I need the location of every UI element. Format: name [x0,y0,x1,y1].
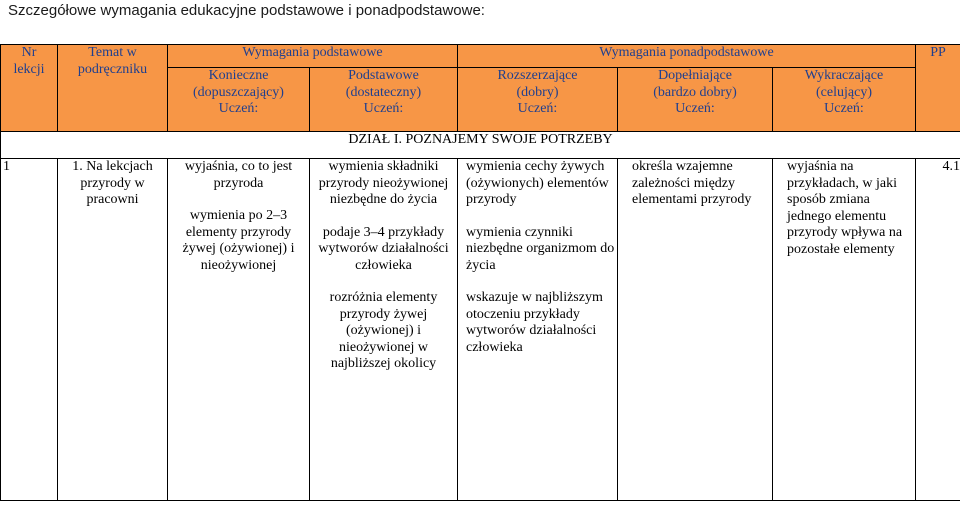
cell-rozszerzajace [458,159,618,501]
cell-nr: 1 [1,159,58,501]
requirements-table [0,44,960,501]
table-row [1,159,960,501]
section-title: DZIAŁ I. POZNAJEMY SWOJE POTRZEBY [1,132,960,159]
header-pp: PP [916,45,960,132]
list-item: rozróżnia elementy przyrody żywej (ożywionej) i nieożywionej w najbliższej okolicy [329,290,438,371]
list-item: podaje 3–4 przykłady wytworów działalności człowieka [318,224,449,273]
list-item: wymienia po 2–3 elementy przyrody żywej (ożywionej) i nieożywionej [182,208,295,273]
cell-konieczne [168,159,310,501]
section-row [1,132,960,159]
list-item: wymienia czynniki niezbędne organizmom do życia [466,224,615,273]
header-row-groups [1,45,960,68]
list-item: wymienia cechy żywych (ożywionych) elementów przyrody [466,159,609,207]
list-item: wskazuje w najbliższym otoczeniu przykłady wytworów działalności człowieka [466,290,603,355]
header-wymagania-podstawowe: Wymagania podstawowe [168,45,458,68]
header-dopelniajace: Dopełniające (bardzo dobry) Uczeń: [618,68,773,132]
page-title: Szczegółowe wymagania edukacyjne podstawowe i ponadpodstawowe: [8,2,485,19]
cell-temat: 1. Na lekcjach przyrody w pracowni [58,159,168,501]
cell-dopelniajace [618,159,773,501]
list-item: określa wzajemne zależności między elementami przyrody [632,159,752,207]
header-nr-lekcji: Nr lekcji [1,45,58,132]
cell-wykraczajace [773,159,916,501]
header-temat: Temat w podręczniku [58,45,168,132]
list-item: wyjaśnia na przykładach, w jaki sposób zmiana jednego elementu przyrody wpływa na pozostałe elementy [787,159,903,257]
header-rozszerzajace: Rozszerzające (dobry) Uczeń: [458,68,618,132]
list-item: wymienia składniki przyrody nieożywionej niezbędne do życia [318,159,449,207]
cell-pp: 4.1 [916,159,960,501]
cell-podstawowe [310,159,458,501]
list-item: wyjaśnia, co to jest przyroda [184,159,293,191]
header-wykraczajace: Wykraczające (celujący) Uczeń: [773,68,916,132]
header-wymagania-ponadpodstawowe: Wymagania ponadpodstawowe [458,45,916,68]
header-konieczne: Konieczne (dopuszczający) Uczeń: [168,68,310,132]
header-podstawowe: Podstawowe (dostateczny) Uczeń: [310,68,458,132]
